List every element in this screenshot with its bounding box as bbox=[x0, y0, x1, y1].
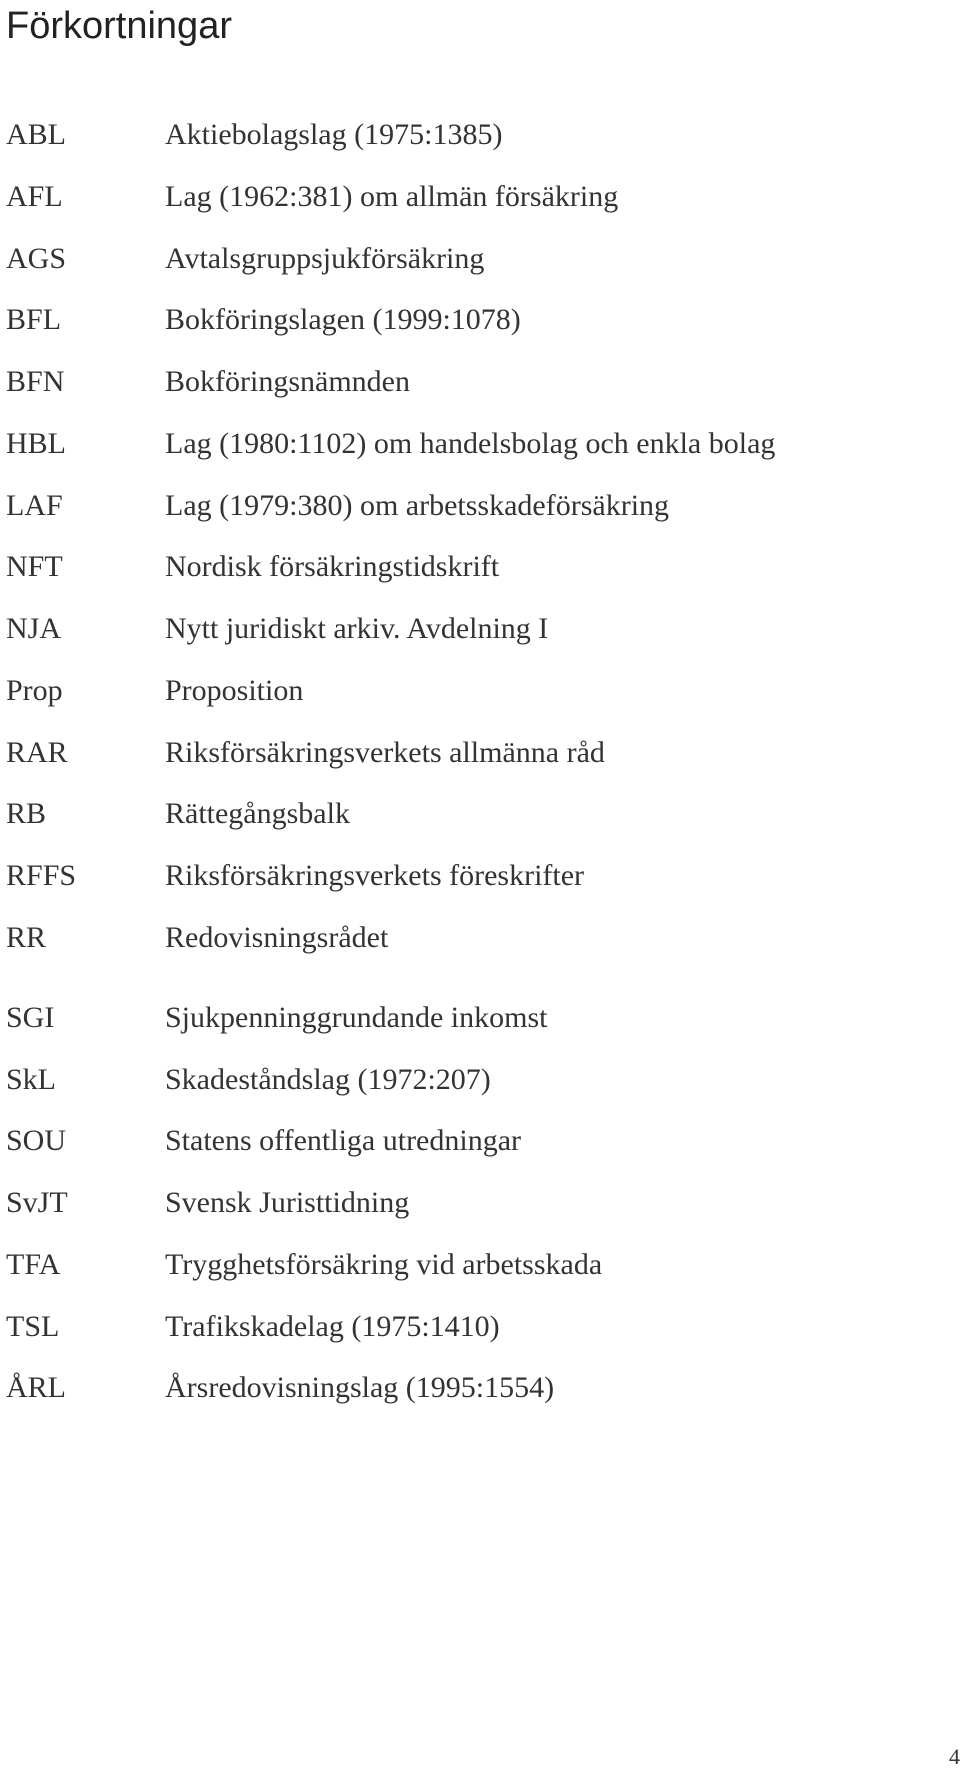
abbreviation-row bbox=[0, 1060, 960, 1100]
abbreviation-expansion: Aktiebolagslag (1975:1385) bbox=[165, 118, 503, 151]
page-title: Förkortningar bbox=[6, 5, 232, 47]
abbreviation-term: SkL bbox=[6, 1063, 57, 1096]
abbreviation-row bbox=[0, 239, 960, 279]
abbreviation-row bbox=[0, 362, 960, 402]
abbreviation-row bbox=[0, 794, 960, 834]
abbreviation-expansion: Riksförsäkringsverkets föreskrifter bbox=[165, 859, 585, 892]
abbreviation-row bbox=[0, 671, 960, 711]
page-number: 4 bbox=[949, 1744, 960, 1769]
abbreviation-term: RAR bbox=[6, 736, 68, 769]
abbreviation-expansion: Lag (1979:380) om arbetsskadeförsäkring bbox=[165, 489, 670, 522]
abbreviation-term: NJA bbox=[6, 612, 62, 645]
abbreviation-expansion: Bokföringslagen (1999:1078) bbox=[165, 303, 521, 336]
abbreviation-row bbox=[0, 1307, 960, 1347]
abbreviation-term: AGS bbox=[6, 242, 67, 275]
abbreviation-row bbox=[0, 486, 960, 526]
abbreviation-expansion: Skadeståndslag (1972:207) bbox=[165, 1063, 491, 1096]
abbreviation-term: BFL bbox=[6, 303, 62, 336]
abbreviation-expansion: Avtalsgruppsjukförsäkring bbox=[165, 242, 485, 275]
abbreviation-row bbox=[0, 1245, 960, 1285]
abbreviation-term: HBL bbox=[6, 427, 66, 460]
abbreviation-term: AFL bbox=[6, 180, 63, 213]
abbreviation-expansion: Årsredovisningslag (1995:1554) bbox=[165, 1371, 555, 1404]
abbreviation-expansion: Bokföringsnämnden bbox=[165, 365, 410, 398]
abbreviation-expansion: Riksförsäkringsverkets allmänna råd bbox=[165, 736, 605, 769]
abbreviation-expansion: Nytt juridiskt arkiv. Avdelning I bbox=[165, 612, 549, 645]
abbreviation-row bbox=[0, 424, 960, 464]
abbreviation-expansion: Svensk Juristtidning bbox=[165, 1186, 410, 1219]
abbreviation-term: RB bbox=[6, 797, 47, 830]
abbreviation-expansion: Nordisk försäkringstidskrift bbox=[165, 550, 500, 583]
abbreviation-expansion: Lag (1962:381) om allmän försäkring bbox=[165, 180, 619, 213]
abbreviation-term: RR bbox=[6, 921, 47, 954]
abbreviation-expansion: Sjukpenninggrundande inkomst bbox=[165, 1001, 548, 1034]
abbreviation-row bbox=[0, 733, 960, 773]
abbreviation-term: NFT bbox=[6, 550, 63, 583]
abbreviation-term: SvJT bbox=[6, 1186, 68, 1219]
abbreviation-term: TFA bbox=[6, 1248, 61, 1281]
abbreviation-term: Prop bbox=[6, 674, 63, 707]
abbreviation-row bbox=[0, 998, 960, 1038]
abbreviation-term: ABL bbox=[6, 118, 66, 151]
abbreviation-row bbox=[0, 918, 960, 958]
abbreviation-term: RFFS bbox=[6, 859, 77, 892]
abbreviation-expansion: Trygghetsförsäkring vid arbetsskada bbox=[165, 1248, 603, 1281]
abbreviation-row bbox=[0, 300, 960, 340]
abbreviation-row bbox=[0, 177, 960, 217]
abbreviation-term: ÅRL bbox=[6, 1371, 66, 1404]
abbreviation-row bbox=[0, 547, 960, 587]
abbreviation-term: SOU bbox=[6, 1124, 67, 1157]
abbreviation-term: TSL bbox=[6, 1310, 60, 1343]
abbreviation-expansion: Lag (1980:1102) om handelsbolag och enkla bolag bbox=[165, 427, 776, 460]
abbreviation-term: SGI bbox=[6, 1001, 55, 1034]
abbreviation-term: LAF bbox=[6, 489, 63, 522]
abbreviation-row bbox=[0, 856, 960, 896]
abbreviation-expansion: Proposition bbox=[165, 674, 304, 707]
abbreviation-expansion: Redovisningsrådet bbox=[165, 921, 389, 954]
abbreviation-expansion: Statens offentliga utredningar bbox=[165, 1124, 522, 1157]
abbreviation-expansion: Rättegångsbalk bbox=[165, 797, 350, 830]
abbreviation-row bbox=[0, 1183, 960, 1223]
abbreviation-expansion: Trafikskadelag (1975:1410) bbox=[165, 1310, 500, 1343]
abbreviation-row bbox=[0, 1121, 960, 1161]
abbreviation-row bbox=[0, 1368, 960, 1408]
abbreviation-term: BFN bbox=[6, 365, 65, 398]
abbreviation-row bbox=[0, 609, 960, 649]
abbreviation-row bbox=[0, 115, 960, 155]
